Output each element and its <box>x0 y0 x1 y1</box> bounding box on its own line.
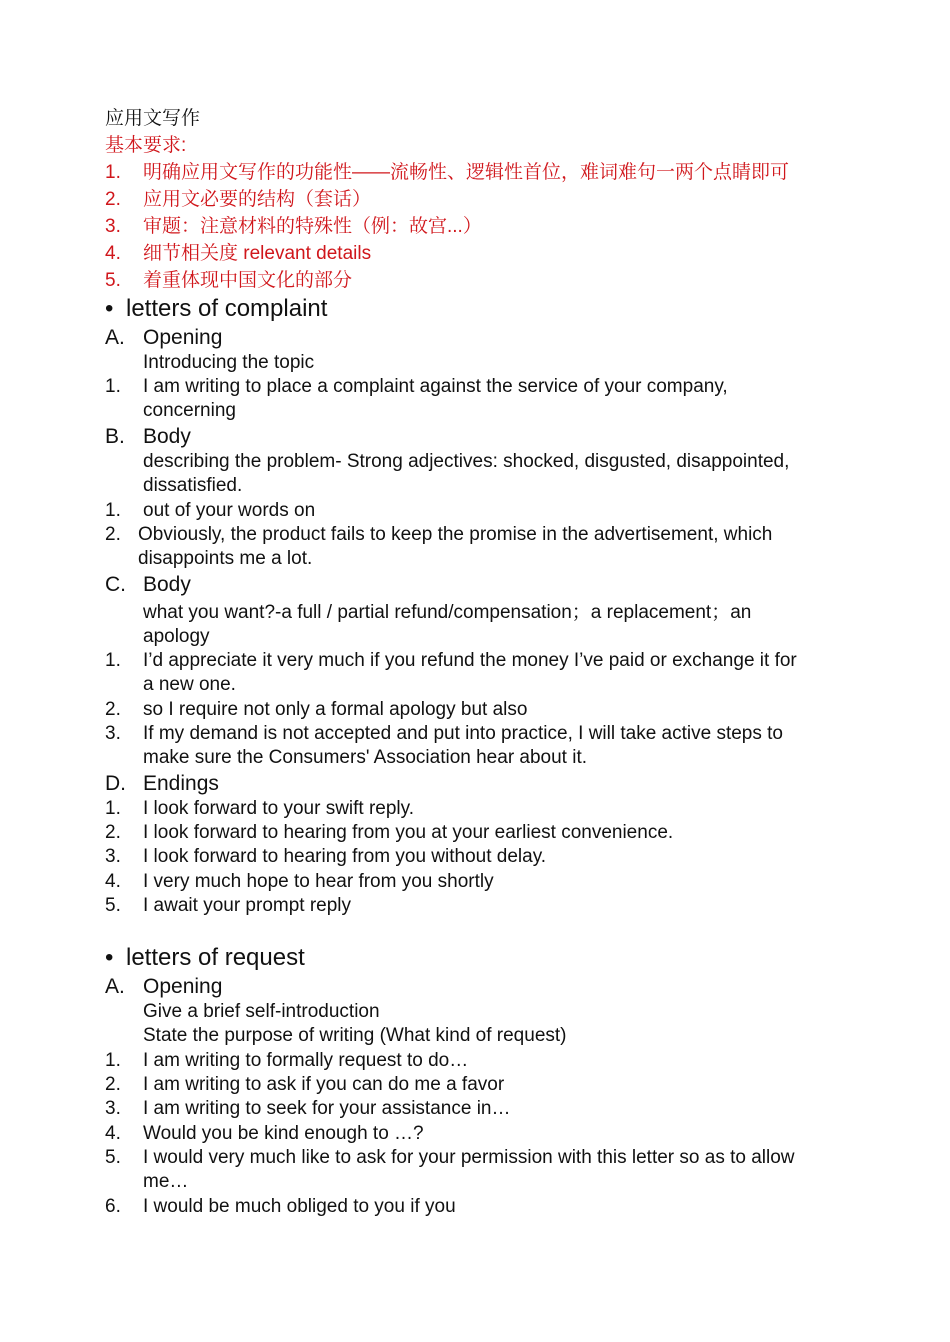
subsection-label: B. <box>105 425 125 448</box>
subsection-intro: Introducing the topic <box>143 352 315 373</box>
req-item: 明确应用文写作的功能性——流畅性、逻辑性首位，难词难句一两个点睛即可 <box>143 162 790 183</box>
item-number: 1. <box>105 376 121 397</box>
list-item-continued: concerning <box>143 400 236 421</box>
item-number: 1. <box>105 500 121 521</box>
list-item: I very much hope to hear from you shortly <box>143 871 494 892</box>
list-item: I would very much like to ask for your permission with this letter so as to allow <box>143 1147 795 1168</box>
item-number: 3. <box>105 1098 121 1119</box>
bullet-icon: • <box>105 944 114 971</box>
item-number: 4. <box>105 1123 121 1144</box>
list-item: I am writing to formally request to do… <box>143 1050 469 1071</box>
req-number: 1. <box>105 162 121 183</box>
list-item: I look forward to hearing from you at your earliest convenience. <box>143 822 674 843</box>
item-number: 5. <box>105 895 121 916</box>
item-number: 1. <box>105 650 121 671</box>
subsection-title: Body <box>143 573 191 596</box>
item-number: 2. <box>105 699 121 720</box>
list-item-continued: disappoints me a lot. <box>138 548 313 569</box>
item-number: 2. <box>105 1074 121 1095</box>
list-item: Obviously, the product fails to keep the promise in the advertisement, which <box>138 524 773 545</box>
req-number: 3. <box>105 216 121 237</box>
list-item: so I require not only a formal apology but also <box>143 699 528 720</box>
requirements-heading: 基本要求: <box>105 135 187 156</box>
subsection-intro-continued: dissatisfied. <box>143 475 243 496</box>
subsection-intro: Give a brief self-introduction <box>143 1001 380 1022</box>
req-number: 4. <box>105 243 121 264</box>
subsection-title: Body <box>143 425 191 448</box>
section-heading-request: letters of request <box>126 944 305 971</box>
req-item: 细节相关度 relevant details <box>143 243 372 264</box>
list-item: I am writing to place a complaint against the service of your company, <box>143 376 728 397</box>
item-number: 5. <box>105 1147 121 1168</box>
list-item: I look forward to your swift reply. <box>143 798 415 819</box>
item-number: 1. <box>105 1050 121 1071</box>
req-item: 着重体现中国文化的部分 <box>143 270 353 291</box>
list-item-continued: me… <box>143 1171 189 1192</box>
list-item: I am writing to ask if you can do me a favor <box>143 1074 505 1095</box>
subsection-label: C. <box>105 573 126 596</box>
list-item: out of your words on <box>143 500 316 521</box>
subsection-title: Endings <box>143 772 219 795</box>
list-item: I await your prompt reply <box>143 895 352 916</box>
subsection-intro: what you want?-a full / partial refund/compensation；a replacement；an <box>143 602 752 623</box>
bullet-icon: • <box>105 295 114 322</box>
list-item: If my demand is not accepted and put into practice, I will take active steps to <box>143 723 783 744</box>
list-item: I am writing to seek for your assistance in… <box>143 1098 511 1119</box>
item-number: 2. <box>105 524 121 545</box>
page-title: 应用文写作 <box>105 108 201 129</box>
list-item: I would be much obliged to you if you <box>143 1196 456 1217</box>
subsection-intro-continued: apology <box>143 626 210 647</box>
item-number: 1. <box>105 798 121 819</box>
subsection-label: A. <box>105 975 125 998</box>
req-number: 5. <box>105 270 121 291</box>
list-item-continued: make sure the Consumers' Association hear about it. <box>143 747 588 768</box>
item-number: 2. <box>105 822 121 843</box>
req-number: 2. <box>105 189 121 210</box>
item-number: 3. <box>105 723 121 744</box>
subsection-intro: describing the problem- Strong adjectives: shocked, disgusted, disappointed, <box>143 451 790 472</box>
section-heading-complaint: letters of complaint <box>126 295 328 322</box>
list-item-continued: a new one. <box>143 674 236 695</box>
list-item: I look forward to hearing from you without delay. <box>143 846 547 867</box>
subsection-title: Opening <box>143 975 223 998</box>
subsection-label: D. <box>105 772 126 795</box>
req-item: 审题：注意材料的特殊性（例：故宫...） <box>143 216 482 237</box>
subsection-title: Opening <box>143 326 223 349</box>
list-item: Would you be kind enough to …? <box>143 1123 424 1144</box>
item-number: 4. <box>105 871 121 892</box>
item-number: 6. <box>105 1196 121 1217</box>
subsection-intro: State the purpose of writing (What kind of request) <box>143 1025 567 1046</box>
subsection-label: A. <box>105 326 125 349</box>
item-number: 3. <box>105 846 121 867</box>
req-item: 应用文必要的结构（套话） <box>143 189 372 210</box>
list-item: I’d appreciate it very much if you refund the money I’ve paid or exchange it for <box>143 650 797 671</box>
